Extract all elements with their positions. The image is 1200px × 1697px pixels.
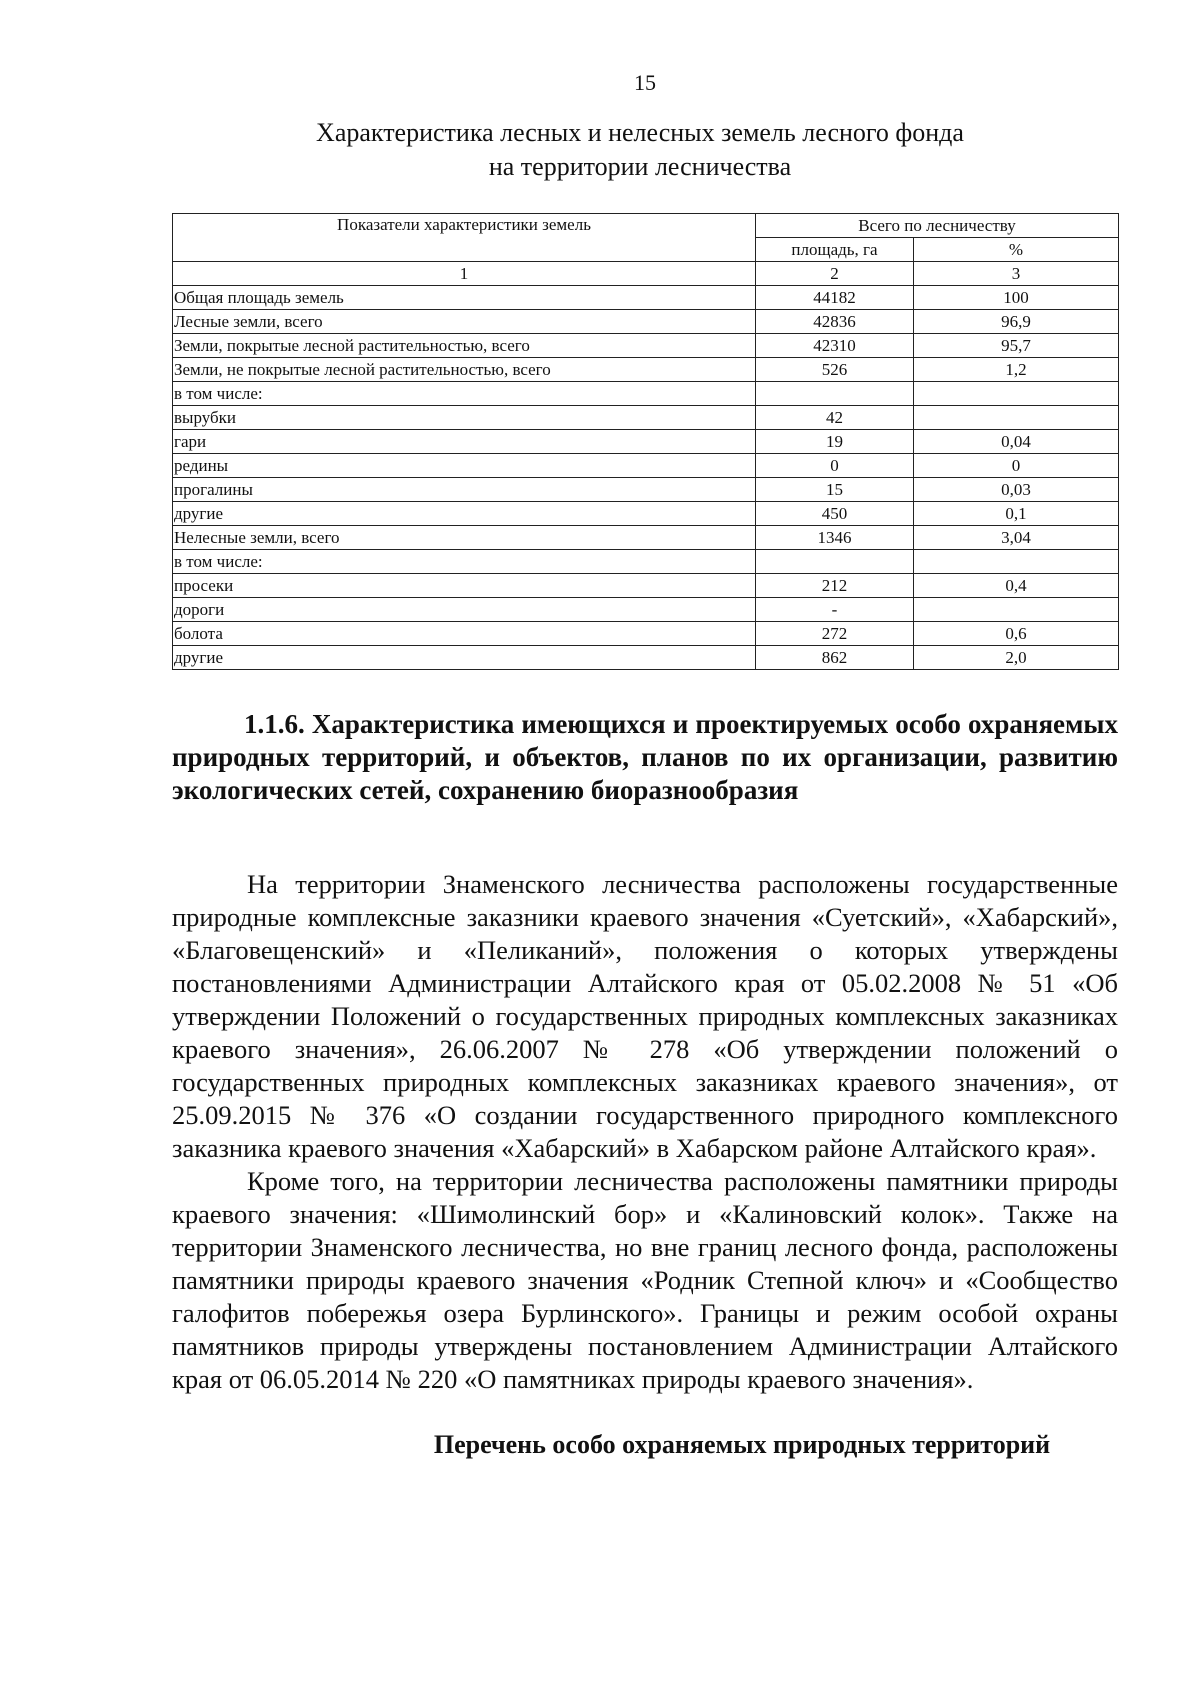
row-label: Общая площадь земель	[173, 286, 756, 310]
land-characteristics-table	[172, 213, 1119, 670]
row-area: 42310	[756, 334, 914, 358]
row-percent	[914, 406, 1119, 430]
row-label: вырубки	[173, 406, 756, 430]
row-label: Земли, покрытые лесной растительностью, всего	[173, 334, 756, 358]
table-row	[173, 310, 1119, 334]
table-numbering-row	[173, 262, 1119, 286]
row-percent: 96,9	[914, 310, 1119, 334]
row-label: в том числе:	[173, 382, 756, 406]
row-percent: 0	[914, 454, 1119, 478]
row-label: болота	[173, 622, 756, 646]
row-percent: 95,7	[914, 334, 1119, 358]
row-label: Земли, не покрытые лесной растительностью, всего	[173, 358, 756, 382]
section-heading	[172, 708, 1118, 807]
table-row	[173, 574, 1119, 598]
row-area: 0	[756, 454, 914, 478]
row-label: гари	[173, 430, 756, 454]
list-heading: Перечень особо охраняемых природных территорий	[433, 1430, 1051, 1459]
row-percent: 1,2	[914, 358, 1119, 382]
row-label: другие	[173, 646, 756, 670]
row-label: Нелесные земли, всего	[173, 526, 756, 550]
row-percent: 100	[914, 286, 1119, 310]
row-label: просеки	[173, 574, 756, 598]
table-row	[173, 502, 1119, 526]
row-area: 19	[756, 430, 914, 454]
table-header-row	[173, 214, 1119, 238]
row-label: в том числе:	[173, 550, 756, 574]
paragraph: Кроме того, на территории лесничества расположены памятники природы краевого значения: «Шимолинский бор» и «Калиновский колок». Также на территории Знаменского лесничества, но вне границ лесного фонда, расположены памятники природы краевого значения «Родник Степной ключ» и «Сообщество галофитов побережья озера Бурлинского». Границы и режим особой охраны памятников природы утверждены постановлением Администрации Алтайского края от 06.05.2014 № 220 «О памятниках природы краевого значения».	[172, 1166, 1118, 1394]
page-number: 15	[634, 70, 656, 95]
table-row	[173, 430, 1119, 454]
row-label: другие	[173, 502, 756, 526]
row-area: 42836	[756, 310, 914, 334]
body-text	[172, 868, 1118, 1396]
row-area	[756, 382, 914, 406]
row-area: 1346	[756, 526, 914, 550]
table-row	[173, 454, 1119, 478]
row-percent	[914, 382, 1119, 406]
table-row	[173, 286, 1119, 310]
row-label: дороги	[173, 598, 756, 622]
row-area: 44182	[756, 286, 914, 310]
table-row	[173, 478, 1119, 502]
table-row	[173, 622, 1119, 646]
row-label: редины	[173, 454, 756, 478]
row-percent	[914, 598, 1119, 622]
row-area: -	[756, 598, 914, 622]
table-row	[173, 358, 1119, 382]
paragraph: На территории Знаменского лесничества расположены государственные природные комплексные заказники краевого значения «Суетский», «Хабарский», «Благовещенский» и «Пеликаний», положения о которых утверждены постановлениями Администрации Алтайского края от 05.02.2008 № 51 «Об утверждении Положений о государственных природных комплексных заказниках краевого значения», 26.06.2007 № 278 «Об утверждении положений о государственных природных комплексных заказниках краевого значения», от 25.09.2015 № 376 «О создании государственного природного комплексного заказника краевого значения «Хабарский» в Хабарском районе Алтайского края».	[172, 869, 1118, 1163]
table-title-line2: на территории лесничества	[488, 152, 792, 181]
row-area: 862	[756, 646, 914, 670]
row-percent: 0,04	[914, 430, 1119, 454]
row-percent: 2,0	[914, 646, 1119, 670]
table-row	[173, 382, 1119, 406]
header-total-group: Всего по лесничеству	[756, 214, 1119, 238]
header-percent: %	[914, 238, 1119, 262]
row-label: прогалины	[173, 478, 756, 502]
table-body	[173, 286, 1119, 670]
row-area	[756, 550, 914, 574]
table-row	[173, 646, 1119, 670]
table-row	[173, 406, 1119, 430]
row-percent: 3,04	[914, 526, 1119, 550]
column-number: 2	[756, 262, 914, 286]
row-area: 15	[756, 478, 914, 502]
row-percent: 0,1	[914, 502, 1119, 526]
table-row	[173, 526, 1119, 550]
header-area: площадь, га	[756, 238, 914, 262]
row-percent: 0,6	[914, 622, 1119, 646]
row-label: Лесные земли, всего	[173, 310, 756, 334]
column-number: 3	[914, 262, 1119, 286]
row-area: 272	[756, 622, 914, 646]
table-title-line1: Характеристика лесных и нелесных земель лесного фонда	[316, 118, 964, 147]
table-row	[173, 550, 1119, 574]
table-row	[173, 334, 1119, 358]
section-number: 1.1.6.	[244, 709, 305, 739]
row-area: 450	[756, 502, 914, 526]
table-title	[240, 116, 1040, 184]
row-percent: 0,4	[914, 574, 1119, 598]
header-indicators: Показатели характеристики земель	[173, 214, 756, 262]
row-area: 526	[756, 358, 914, 382]
table-row	[173, 598, 1119, 622]
row-percent	[914, 550, 1119, 574]
section-title: Характеристика имеющихся и проектируемых особо охраняемых природных территорий, и объектов, планов по их организации, развитию экологических сетей, сохранению биоразнообразия	[172, 709, 1119, 805]
row-percent: 0,03	[914, 478, 1119, 502]
column-number: 1	[173, 262, 756, 286]
row-area: 212	[756, 574, 914, 598]
row-area: 42	[756, 406, 914, 430]
